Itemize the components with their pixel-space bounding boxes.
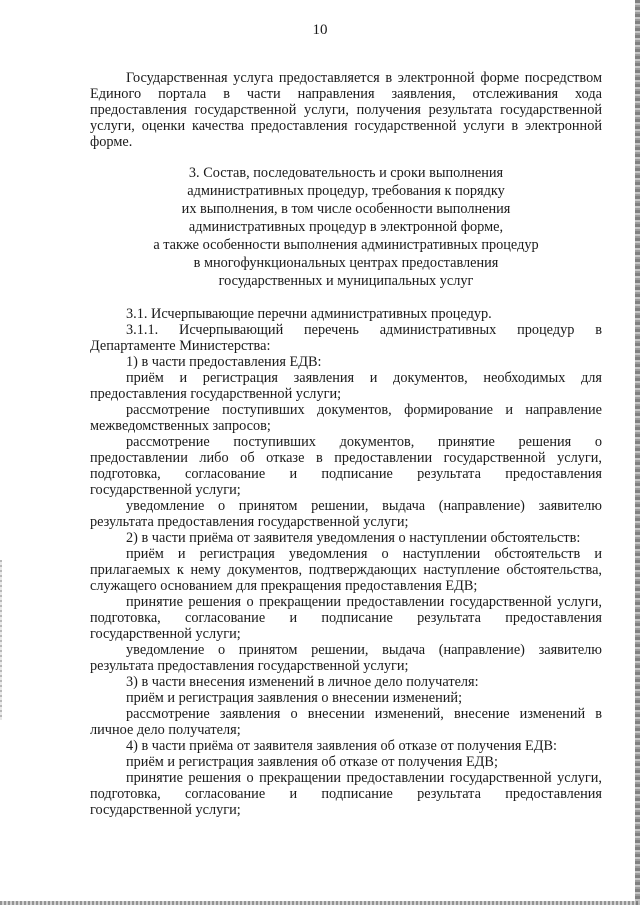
item-2-heading: 2) в части приёма от заявителя уведомления о наступлении обстоятельств: xyxy=(126,530,581,546)
scan-edge-right xyxy=(635,0,640,905)
intro-paragraph: Государственная услуга предоставляется в электронной форме посредством Единого портала в части направления заявления, отслеживания хода предоставления государственной услуги, получения результата государственной услуги, оценки качества предоставления государственной услуги в электронной форме. xyxy=(90,70,602,150)
section-heading-line: а также особенности выполнения административных процедур xyxy=(153,237,539,253)
section-heading-line: их выполнения, в том числе особенности выполнения xyxy=(181,201,511,217)
item-1-paragraph: рассмотрение поступивших документов, принятие решения о предоставлении либо об отказе в предоставлении государственной услуги, подготовка, согласование и подписание результата предоставления государственной услуги; xyxy=(90,434,602,498)
section-heading-line: административных процедур, требования к порядку xyxy=(187,183,505,199)
clause-3-1-1: 3.1.1. Исчерпывающий перечень административных процедур в Департаменте Министерства: xyxy=(90,322,602,354)
item-1-paragraph: уведомление о принятом решении, выдача (направление) заявителю результата предоставления государственной услуги; xyxy=(90,498,602,530)
section-heading-line: в многофункциональных центрах предоставления xyxy=(193,255,499,271)
page-number: 10 xyxy=(312,22,328,38)
item-2-paragraph: уведомление о принятом решении, выдача (направление) заявителю результата предоставления государственной услуги; xyxy=(90,642,602,674)
section-heading-line: 3. Состав, последовательность и сроки выполнения xyxy=(188,165,504,181)
item-3-paragraph: приём и регистрация заявления о внесении изменений; xyxy=(126,690,463,706)
item-2-paragraph: принятие решения о прекращении предоставлении государственной услуги, подготовка, согласование и подписание результата предоставления государственной услуги; xyxy=(90,594,602,642)
item-1-paragraph: рассмотрение поступивших документов, формирование и направление межведомственных запросов; xyxy=(90,402,602,434)
section-heading-line: государственных и муниципальных услуг xyxy=(218,273,474,289)
item-3-paragraph: рассмотрение заявления о внесении изменений, внесение изменений в личное дело получателя; xyxy=(90,706,602,738)
item-2-paragraph: приём и регистрация уведомления о наступлении обстоятельств и прилагаемых к нему документов, подтверждающих наступление обстоятельства, служащего основанием для прекращения предоставления ЕДВ; xyxy=(90,546,602,594)
item-1-paragraph: приём и регистрация заявления и документов, необходимых для предоставления государственной услуги; xyxy=(90,370,602,402)
intro-section xyxy=(90,70,602,150)
section-heading-line: административных процедур в электронной форме, xyxy=(188,219,504,235)
item-4-paragraph: приём и регистрация заявления об отказе от получения ЕДВ; xyxy=(126,754,498,770)
scan-edge-bottom xyxy=(0,901,640,905)
procedures-section xyxy=(90,306,602,818)
item-3-heading: 3) в части внесения изменений в личное дело получателя: xyxy=(126,674,479,690)
item-4-heading: 4) в части приёма от заявителя заявления об отказе от получения ЕДВ: xyxy=(126,738,558,754)
item-4-paragraph: принятие решения о прекращении предоставлении государственной услуги, подготовка, согласование и подписание результата предоставления государственной услуги; xyxy=(90,770,602,818)
scan-edge-left xyxy=(0,560,2,720)
section-heading xyxy=(90,164,602,290)
item-1-heading: 1) в части предоставления ЕДВ: xyxy=(126,354,322,370)
clause-3-1: 3.1. Исчерпывающие перечни административных процедур. xyxy=(126,306,492,322)
